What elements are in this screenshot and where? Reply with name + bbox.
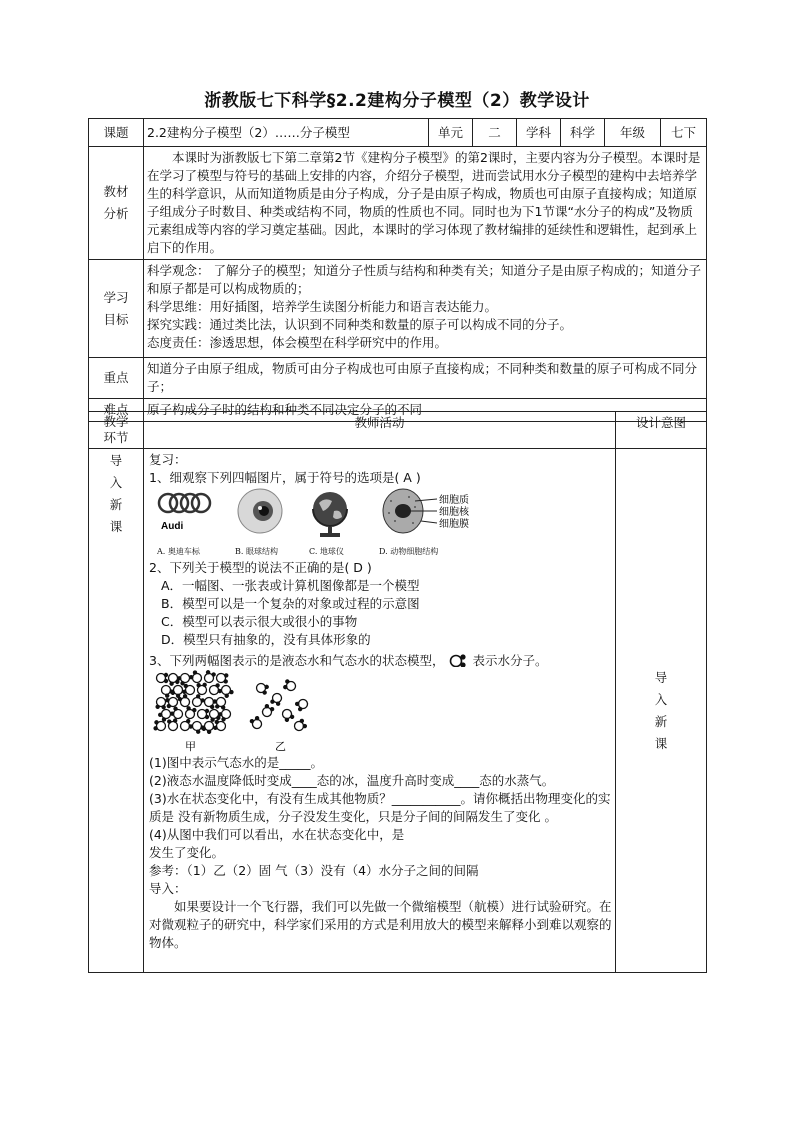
water-molecule: [157, 673, 169, 683]
teacher-header: 教师活动: [144, 412, 616, 449]
info-table: [88, 118, 707, 422]
water-molecule: [270, 692, 284, 707]
q2-option-b: B．模型可以是一个复杂的对象或过程的示意图: [161, 596, 420, 611]
subject-label: 学科: [517, 119, 561, 147]
q2-option-a: A．一幅图、一张表或计算机图像都是一个模型: [161, 578, 420, 593]
water-molecule: [219, 683, 234, 699]
goals-label: 学习 目标: [89, 260, 144, 358]
step-header: 教学 环节: [89, 412, 144, 449]
answer-key: 参考：（1）乙（2）固 气（3）没有（4）水分子之间的间隔: [149, 863, 479, 878]
q2-option-d: D．模型只有抽象的，没有具体形象的: [161, 632, 371, 647]
unit-value: 二: [473, 119, 517, 147]
question-1: 1、细观察下列四幅图片，属于符号的选项是( A ): [149, 470, 421, 485]
caption-d: D. 动物细胞结构: [379, 547, 439, 556]
water-molecule-icon: [448, 653, 468, 667]
water-molecule: [216, 672, 229, 683]
water-molecule: [260, 703, 275, 718]
q3-figures: [149, 670, 612, 754]
audi-logo-icon: [157, 487, 213, 539]
water-molecule: [208, 683, 223, 697]
q1-figures: [149, 487, 612, 559]
water-molecule: [215, 697, 227, 710]
difficulty-label: 难点: [89, 399, 144, 422]
q2-option-c: C．模型可以表示很大或很小的事物: [161, 614, 358, 629]
key-point-text: 知道分子由原子组成，物质可由分子构成也可由原子直接构成；不同种类和数量的原子可构成不同分子；: [144, 358, 707, 399]
gas-water-model: [249, 679, 310, 733]
difficulty-text: 原子构成分子时的结构和种类不同决定分子的不同: [144, 399, 707, 422]
design-header: 设计意图: [616, 412, 707, 449]
water-molecule: [198, 709, 210, 719]
eyeball-icon: [235, 487, 285, 539]
svg-text:甲: 甲: [185, 740, 196, 753]
q3-item-4-cont: 发生了变化。: [149, 845, 225, 860]
caption-b: B. 眼球结构: [235, 547, 278, 556]
question-3: 3、下列两幅图表示的是液态水和气态水的状态模型， 表示水分子。: [149, 653, 548, 668]
subject-value: 科学: [561, 119, 605, 147]
goals-text: 科学观念： 了解分子的模型；知道分子性质与结构和种类有关；知道分子是由原子构成的；知道分子和原子都是可以构成物质的； 科学思维：用好插图，培养学生读图分析能力和语言表达能力。 探究实践：通过类比法，认识到不同种类和数量的原子可以构成不同的分子。 态度责任：渗透思想，体会模型在科学研究中的作用。: [144, 260, 707, 358]
water-molecule: [190, 693, 206, 709]
grade-label: 年级: [605, 119, 661, 147]
water-molecule: [182, 683, 196, 696]
key-point-label: 重点: [89, 358, 144, 399]
caption-a: A. 奥迪车标: [157, 547, 200, 556]
step-intro: 导 入 新 课: [89, 449, 144, 973]
topic-value: 2.2建构分子模型（2）……分子模型: [144, 119, 429, 147]
unit-label: 单元: [429, 119, 473, 147]
water-molecule: [179, 718, 194, 732]
water-molecule: [202, 670, 216, 684]
q3-item-4: (4)从图中我们可以看出，水在状态变化中，是: [149, 827, 405, 842]
water-molecule: [294, 697, 309, 712]
water-molecule: [293, 718, 308, 733]
water-molecule: [155, 697, 166, 709]
water-molecule: [282, 679, 297, 693]
water-states-diagram: [149, 670, 479, 754]
svg-text:乙: 乙: [275, 740, 286, 753]
liquid-water-model: [153, 670, 234, 735]
water-molecule: [169, 706, 185, 721]
cell-diagram-icon: [379, 487, 509, 541]
svg-text:细胞质: 细胞质: [439, 495, 469, 506]
water-molecule: [217, 707, 233, 722]
design-intro: 导 入 新 课: [616, 449, 707, 973]
teacher-activity: [144, 449, 616, 973]
water-molecule: [184, 706, 197, 720]
water-molecule: [255, 682, 270, 696]
grade-value: 七下: [661, 119, 707, 147]
lead-text: 如果要设计一个飞行器，我们可以先做一个微缩模型（航模）进行试验研究。在对微观粒子的研究中，科学家们采用的方式是利用放大的模型来解释小到难以观察的物体。: [149, 899, 612, 950]
svg-text:细胞核: 细胞核: [439, 507, 469, 518]
water-molecule: [249, 715, 264, 730]
q3-item-1: (1)图中表示气态水的是_____。: [149, 755, 323, 770]
material-text: 本课时为浙教版七下第二章第2节《建构分子模型》的第2课时，主要内容为分子模型。本课时是在学习了模型与符号的基础上安排的内容，介绍分子模型，进而尝试用水分子模型的建构中去培养学生的科学意识，从而知道物质是由分子构成，分子是由原子构成，物质也可由原子直接构成；知道原子组成分子时数目、种类或结构不同，物质的性质也不同。同时也为下1节课“水分子的构成”及物质元素组成等内容的学习奠定基础。因此，本课时的学习体现了教材编排的延续性和逻辑性，起到承上启下的作用。: [144, 147, 707, 260]
water-molecule: [196, 682, 207, 694]
activity-table: [88, 411, 707, 973]
svg-text:细胞膜: 细胞膜: [439, 519, 469, 530]
question-2: 2、下列关于模型的说法不正确的是( D ): [149, 560, 372, 575]
lead-label: 导入：: [149, 881, 187, 896]
water-molecule: [167, 718, 179, 731]
q3-item-3: (3)水在状态变化中，有没有生成其他物质？___________。请你概括出物理变化的实质是 没有新物质生成，分子没发生变化，只是分子间的间隔发生了变化 。: [149, 791, 611, 824]
topic-label: 课题: [89, 119, 144, 147]
water-molecule: [188, 670, 204, 685]
review-label: 复习：: [149, 452, 187, 467]
globe-icon: [305, 487, 355, 541]
page-title: 浙教版七下科学§2.2建构分子模型（2）教学设计: [204, 91, 590, 111]
water-molecule: [280, 708, 295, 723]
q3-item-2: (2)液态水温度降低时变成____态的冰，温度升高时变成____态的水蒸气。: [149, 773, 555, 788]
water-molecule: [176, 671, 192, 686]
material-label: 教材 分析: [89, 147, 144, 260]
caption-c: C. 地球仪: [309, 547, 344, 556]
svg-text:Audi: Audi: [161, 521, 184, 532]
